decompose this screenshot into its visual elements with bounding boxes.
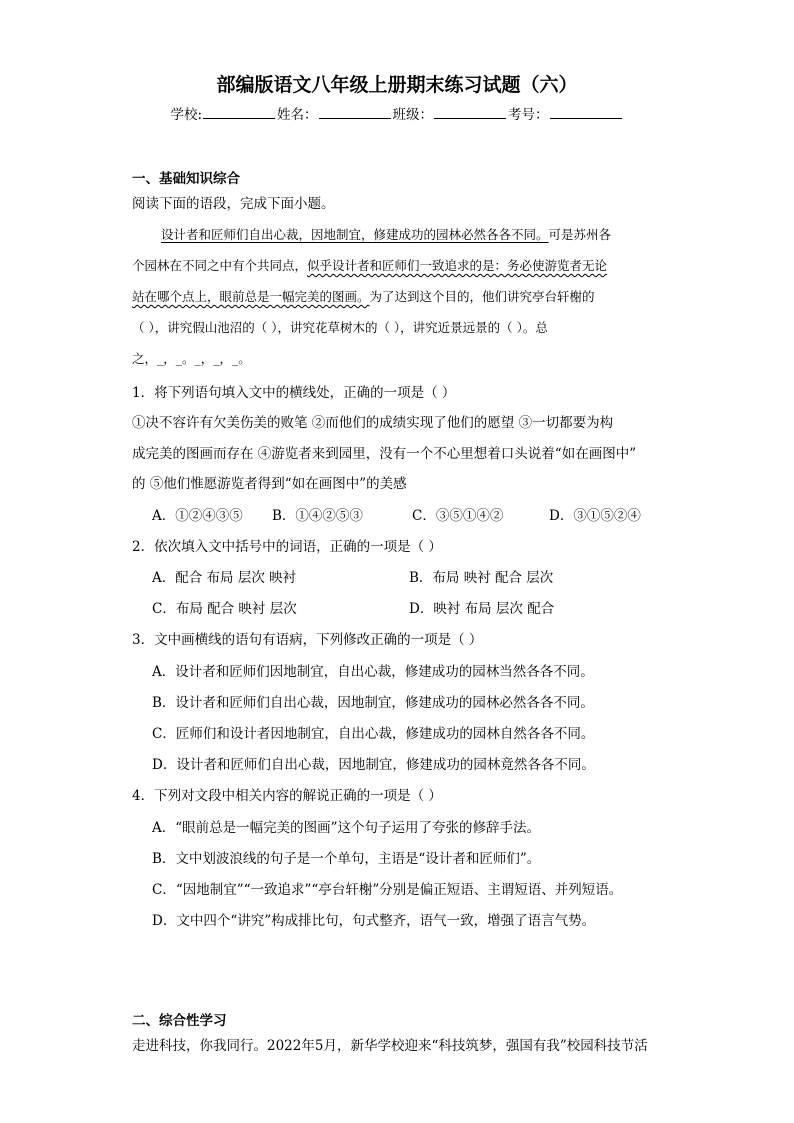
section2-text: 走进科技，你我同行。2022年5月，新华学校迎来“科技筑梦，强国有我”校园科技节活 bbox=[132, 1038, 648, 1054]
class-blank[interactable] bbox=[434, 104, 506, 119]
question-1-line: ①决不容许有欠美伤美的败笔 ②而他们的成绩实现了他们的愿望 ③一切都要为构 bbox=[132, 415, 614, 431]
question-1-line: 成完美的图画而存在 ④游览者来到园里，没有一个不心里想着口头说着“如在画图中” bbox=[132, 446, 637, 462]
student-info-line bbox=[0, 103, 794, 123]
wavy-sentence-part1: 似乎设计者和匠师们一致追求的是：务必使游览者无论 bbox=[307, 258, 608, 273]
section2-heading: 二、综合性学习 bbox=[132, 1013, 227, 1029]
q2-option-d[interactable]: D．映衬 布局 层次 配合 bbox=[409, 601, 555, 617]
name-blank[interactable] bbox=[319, 104, 391, 119]
q2-option-b[interactable]: B．布局 映衬 配合 层次 bbox=[409, 570, 554, 586]
passage-line-4: （ ），讲究假山池沼的（ ），讲究花草树木的（ ），讲究近景远景的（ ）。总 bbox=[132, 320, 548, 335]
q3-option-a[interactable]: A．设计者和匠师们因地制宜，自出心裁，修建成功的园林当然各各不同。 bbox=[152, 664, 594, 680]
q1-option-a[interactable]: A．①②④③⑤ bbox=[152, 508, 243, 524]
name-label: 姓名： bbox=[277, 107, 318, 123]
q1-option-c[interactable]: C．③⑤①④② bbox=[412, 508, 504, 524]
q4-option-b[interactable]: B．文中划波浪线的句子是一个单句，主语是“设计者和匠师们”。 bbox=[152, 851, 541, 867]
q4-option-c[interactable]: C．“因地制宜”“一致追求”“亭台轩榭”分别是偏正短语、主谓短语、并列短语。 bbox=[152, 882, 623, 898]
q2-option-c[interactable]: C．布局 配合 映衬 层次 bbox=[152, 601, 297, 617]
class-label: 班级： bbox=[392, 107, 434, 123]
question-1-stem: 1．将下列语句填入文中的横线处，正确的一项是（ ） bbox=[132, 385, 456, 401]
q4-option-a[interactable]: A．“眼前总是一幅完美的图画”这个句子运用了夸张的修辞手法。 bbox=[152, 820, 541, 836]
passage-line-2: 个园林在不同之中有个共同点，似乎设计者和匠师们一致追求的是：务必使游览者无论 bbox=[132, 258, 608, 273]
page-title: 部编版语文八年级上册期末练习试题（六） bbox=[216, 74, 578, 96]
passage-line-5: 之，_，_。_，_，_。 bbox=[132, 351, 251, 366]
question-4-stem: 4．下列对文段中相关内容的解说正确的一项是（ ） bbox=[132, 788, 442, 804]
wavy-sentence-part2: 站在哪个点上，眼前总是一幅完美的图画。 bbox=[132, 289, 370, 304]
exam-no-blank[interactable] bbox=[550, 104, 622, 119]
underlined-sentence: 设计者和匠师们自出心裁，因地制宜，修建成功的园林必然各各不同。 bbox=[161, 227, 549, 242]
passage-line-1: 设计者和匠师们自出心裁，因地制宜，修建成功的园林必然各各不同。可是苏州各 bbox=[161, 227, 612, 242]
q1-option-b[interactable]: B．①④②⑤③ bbox=[272, 508, 363, 524]
passage-line-3: 站在哪个点上，眼前总是一幅完美的图画。为了达到这个目的，他们讲究亭台轩榭的 bbox=[132, 289, 595, 304]
exam-no-label: 考号： bbox=[508, 107, 549, 123]
q2-option-a[interactable]: A．配合 布局 层次 映衬 bbox=[152, 570, 297, 586]
q3-option-c[interactable]: C．匠师们和设计者因地制宜，自出心裁，修建成功的园林自然各各不同。 bbox=[152, 726, 595, 742]
school-label: 学校: bbox=[170, 107, 203, 123]
q4-option-d[interactable]: D．文中四个“讲究”构成排比句，句式整齐，语气一致，增强了语言气势。 bbox=[152, 913, 596, 929]
school-blank[interactable] bbox=[203, 104, 275, 119]
section1-heading: 一、基础知识综合 bbox=[132, 171, 240, 187]
question-3-stem: 3．文中画横线的语句有语病，下列修改正确的一项是（ ） bbox=[132, 632, 483, 648]
question-2-stem: 2．依次填入文中括号中的词语，正确的一项是（ ） bbox=[132, 539, 442, 555]
question-1-line: 的 ⑤他们惟愿游览者得到“如在画图中”的美感 bbox=[132, 476, 407, 492]
q3-option-b[interactable]: B．设计者和匠师们自出心裁，因地制宜，修建成功的园林必然各各不同。 bbox=[152, 695, 594, 711]
section1-intro: 阅读下面的语段，完成下面小题。 bbox=[132, 196, 335, 212]
q1-option-d[interactable]: D．③①⑤②④ bbox=[549, 508, 641, 524]
q3-option-d[interactable]: D．设计者和匠师们自出心裁，因地制宜，修建成功的园林竟然各各不同。 bbox=[152, 757, 595, 773]
